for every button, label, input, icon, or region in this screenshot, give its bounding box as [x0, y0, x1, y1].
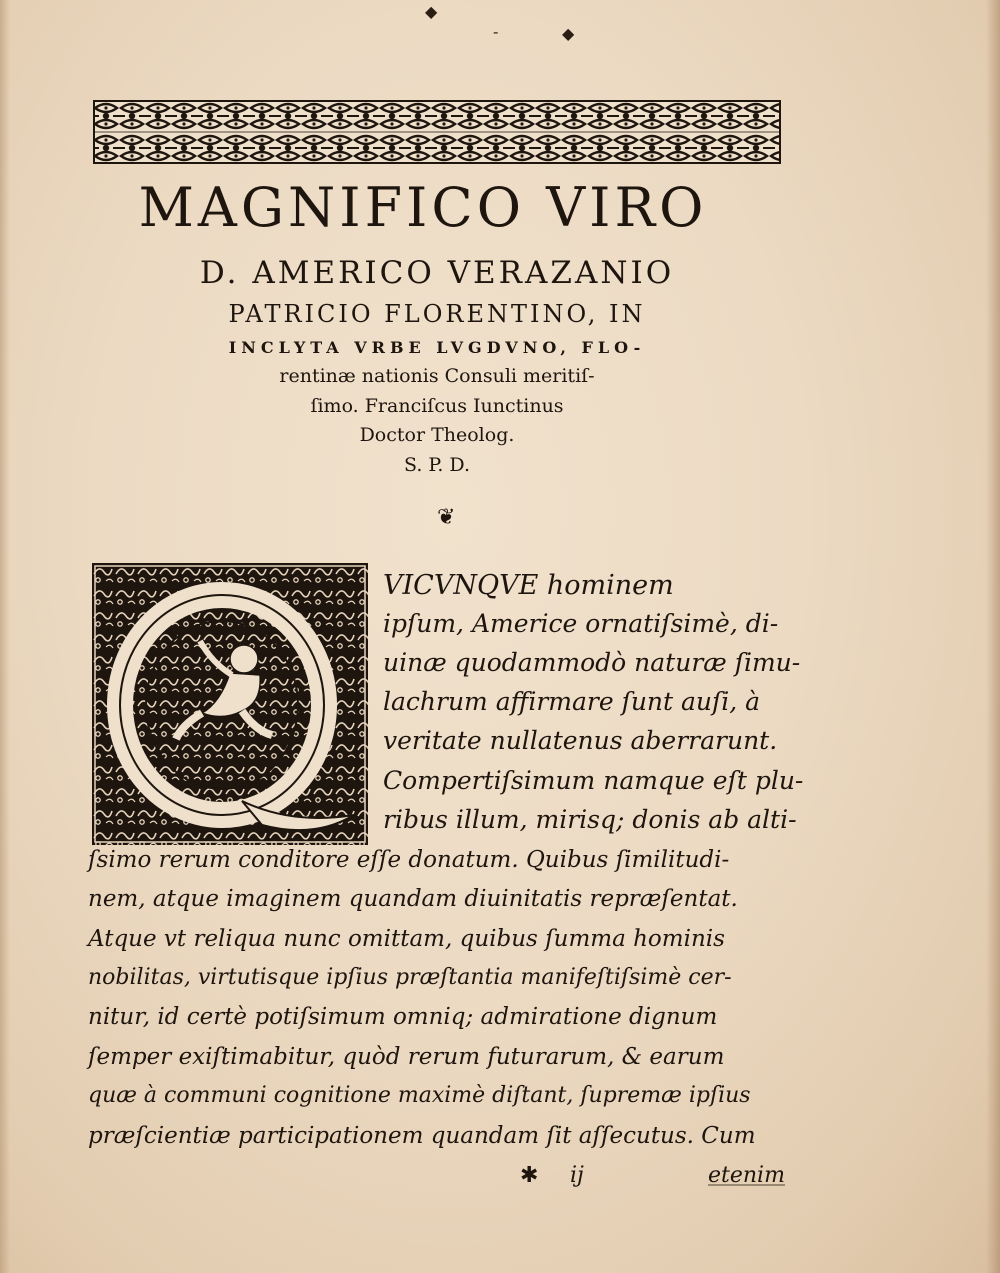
- page-shadow-right: [986, 0, 1000, 1273]
- heading-line-6: ſimo. Franciſcus Iunctinus: [310, 395, 564, 417]
- fleuron-icon: ❦: [437, 505, 456, 530]
- body-line-6: Compertiſsimum namque eſt plu-: [383, 766, 804, 795]
- body-line-14: quæ à communi cognitione maximè diſtant, ſupremæ ipſius: [88, 1083, 751, 1108]
- heading-line-2: D. AMERICO VERAZANIO: [199, 255, 675, 291]
- heading-line-3: PATRICIO FLORENTINO, IN: [228, 300, 646, 328]
- headpiece-ornament: [93, 100, 781, 164]
- top-mark-right: ◆: [562, 24, 575, 43]
- body-line-7: ribus illum, mirisq; donis ab alti-: [383, 805, 797, 834]
- body-line-15: præſcientiæ participationem quandam ſit aſſecutus. Cum: [88, 1123, 756, 1149]
- body-line-3: uinæ quodammodò naturæ ſimu-: [383, 648, 801, 677]
- heading-line-1: MAGNIFICO VIRO: [138, 176, 708, 239]
- catchword: etenim: [708, 1163, 785, 1188]
- heading-line-8: S. P. D.: [403, 454, 471, 476]
- body-line-8: ſsimo rerum conditore eſſe donatum. Quibus ſimilitudi-: [88, 847, 730, 873]
- body-line-10: Atque vt reliqua nunc omittam, quibus ſumma hominis: [88, 926, 725, 952]
- body-line-4: lachrum affirmare ſunt auſi, à: [383, 687, 761, 716]
- body-line-13: ſemper exiſtimabitur, quòd rerum futurarum, & earum: [88, 1044, 725, 1070]
- page-shadow-left: [0, 0, 10, 1273]
- signature-mark: ✱: [520, 1163, 539, 1188]
- heading-line-7: Doctor Theolog.: [359, 424, 515, 446]
- body-line-12: nitur, id certè potiſsimum omniq; admiratione dignum: [88, 1004, 718, 1030]
- body-line-5: veritate nullatenus aberrarunt.: [383, 726, 778, 755]
- body-line-11: nobilitas, virtutisque ipſius præſtantia manifeſtiſsimè cer-: [88, 965, 732, 990]
- body-line-1: VICVNQVE hominem: [383, 570, 674, 601]
- heading-line-5: rentinæ nationis Consuli meritiſ-: [279, 365, 595, 387]
- top-mark-middle: -: [493, 22, 499, 41]
- body-line-9: nem, atque imaginem quandam diuinitatis repræſentat.: [88, 886, 738, 912]
- top-mark-left: ◆: [425, 2, 438, 21]
- decorated-initial: [92, 563, 368, 845]
- initial-letter-text: Q: [230, 582, 232, 584]
- heading-line-4: INCLYTA VRBE LVGDVNO, FLO-: [228, 338, 646, 357]
- body-line-2: ipſum, Americe ornatiſsimè, di-: [383, 609, 779, 638]
- signature: ij: [570, 1163, 584, 1188]
